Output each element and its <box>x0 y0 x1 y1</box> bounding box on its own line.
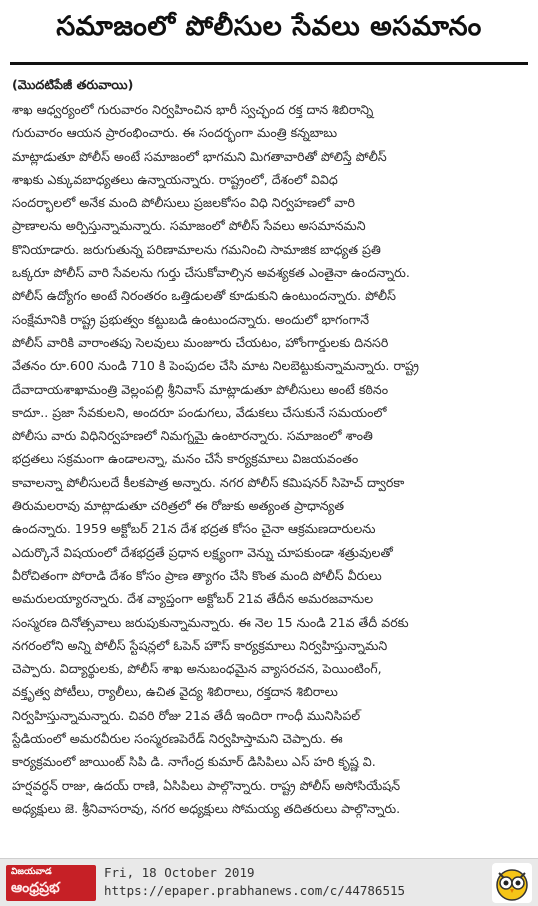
body-line: ఉందన్నారు. 1959 అక్టోబర్ 21న దేశ భద్రత కోసం చైనా ఆక్రమణదారులను <box>12 521 376 537</box>
body-line: నగరంలోని అన్ని పోలీస్ స్టేషన్లలో ఓపెన్ హౌస్ కార్యక్రమాలు నిర్వహిస్తున్నామని <box>12 637 388 653</box>
body-line: గురువారం ఆయన ప్రారంభించారు. ఈ సందర్భంగా మంత్రి కన్నబాబు <box>12 125 338 141</box>
body-line: తిరుమలరావు మాట్లాడుతూ చరిత్రలో ఈ రోజుకు అత్యంత ప్రాధాన్యత <box>12 498 345 514</box>
headline-divider <box>10 62 528 65</box>
body-line: కార్యక్రమంలో జాయింట్ సిపి డి. నాగేంద్ర కుమార్ డిసిపిలు ఎస్ హరి కృష్ణ వి. <box>12 754 376 770</box>
edition-date: Fri, 18 October 2019 <box>104 865 255 880</box>
body-line: అధ్యక్షులు జె. శ్రీనివాసరావు, నగర అధ్యక్షులు సోమయ్య తదితరులు పాల్గొన్నారు. <box>12 800 401 816</box>
logo-title: ఆంధ్రప్రభ <box>11 880 60 896</box>
body-line: భద్రతలు సక్రమంగా ఉండాలన్నా, మనం చేసే కార్యక్రమాలు విజయవంతం <box>12 451 359 467</box>
epaper-footer <box>0 858 538 906</box>
body-line: శాఖ ఆధ్వర్యంలో గురువారం నిర్వహించిన భారీ స్వచ్ఛంద రక్త దాన శిబిరాన్ని <box>12 102 374 117</box>
newspaper-logo[interactable] <box>6 865 96 901</box>
body-line: సందర్భాలలో అనేక మంది పోలీసులు ప్రజలకోసం విధి నిర్వహణలో వారి <box>12 195 355 211</box>
body-line: నిర్వహిస్తున్నామన్నారు. చివరి రోజు 21వ తేదీ ఇందిరా గాంధీ మునిసిపల్ <box>12 707 361 723</box>
body-line: పోలీసు వారు విధినిర్వహణలో నిమగ్నమై ఉంటారన్నారు. సమాజంలో శాంతి <box>12 428 373 444</box>
body-line: వేతనం రూ.600 నుండి 710 కి పెంపుదల చేసి మాట నిలబెట్టుకున్నామన్నారు. రాష్ట్ర <box>12 358 419 374</box>
body-line: కాదూ.. ప్రజా సేవకులని, అందరూ పండుగలు, వేడుకలు చేసుకునే సమయంలో <box>12 404 387 420</box>
body-line: పోలీస్ ఉద్యోగం అంటే నిరంతరం ఒత్తిడులతో కూడుకుని ఉంటుందన్నారు. పోలీస్ <box>12 288 396 304</box>
body-line: పోలీస్ వారికి వారాంతపు సెలవులు మంజూరు చేయటం, హోంగార్డులకు దినసరి <box>12 334 389 350</box>
epaper-link[interactable]: https://epaper.prabhanews.com/c/44786515 <box>104 883 406 898</box>
body-line: అమరులయ్యారన్నారు. దేశ వ్యాప్తంగా అక్టోబర్ 21వ తేదీన అమరజవానుల <box>12 591 374 607</box>
body-line: ఒక్కరూ పోలీస్ వారి సేవలను గుర్తు చేసుకోవాల్సిన అవశ్యకత ఎంతైనా ఉందన్నారు. <box>12 265 410 281</box>
body-line: ప్రాణాలను అర్పిస్తున్నామన్నారు. సమాజంలో పోలీస్ సేవలు అసమానమని <box>12 218 366 234</box>
body-text <box>12 98 526 820</box>
body-line: శాఖకు ఎక్కువబాధ్యతలు ఉన్నాయన్నారు. రాష్ట్రంలో, దేశంలో వివిధ <box>12 171 338 187</box>
body-line: దేవాదాయశాఖామంత్రి వెల్లంపల్లి శ్రీనివాస్ మాట్లాడుతూ పోలీసులు అంటే కఠినం <box>12 381 389 397</box>
continued-label: (మొదటిపేజీ తరువాయి) <box>12 77 134 92</box>
body-line: సంస్మరణ దినోత్సవాలు జరుపుకున్నామన్నారు. ఈ నెల 15 నుండి 21వ తేదీ వరకు <box>12 614 409 630</box>
article-headline: సమాజంలో పోలీసుల సేవలు అసమానం <box>56 11 482 42</box>
body-line: స్టేడియంలో అమరవీరుల సంస్మరణపెరేడ్ నిర్వహిస్తామని చెప్పారు. ఈ <box>12 731 343 747</box>
body-line: ఎదుర్కొనే విషయంలో దేశభద్రతే ప్రధాన లక్ష్యంగా వెన్ను చూపకుండా శత్రువులతో <box>12 544 393 560</box>
logo-edition: విజయవాడ <box>11 867 52 877</box>
owl-icon <box>492 863 532 903</box>
article-body <box>12 74 526 854</box>
body-line: చెప్పారు. విద్యార్థులకు, పోలీస్ శాఖ అనుబంధమైన వ్యాసరచన, పెయింటింగ్, <box>12 661 382 677</box>
body-line: మాట్లాడుతూ పోలీస్ అంటే సమాజంలో భాగమని మిగతావారితో పోలిస్తే పోలీస్ <box>12 148 387 164</box>
body-line: సంక్షేమానికి రాష్ట్ర ప్రభుత్వం కట్టుబడి ఉంటుందన్నారు. అందులో భాగంగానే <box>12 311 370 327</box>
body-line: హర్షవర్ధన్ రాజు, ఉదయ్ రాణి, ఏసిపిలు పాల్గొన్నారు. రాష్ట్ర పోలీస్ అసోసియేషన్ <box>12 777 401 793</box>
body-line: కొనియాడారు. జరుగుతున్న పరిణామాలను గమనించి సామాజిక బాధ్యత ప్రతి <box>12 241 381 257</box>
body-line: వక్తృత్వ పోటీలు, ర్యాలీలు, ఉచిత వైద్య శిబిరాలు, రక్తదాన శిబిరాలు <box>12 684 338 700</box>
body-line: వీరోచితంగా పోరాడి దేశం కోసం ప్రాణ త్యాగం చేసి కొంత మంది పోలీస్ వీరులు <box>12 567 382 583</box>
body-line: కావాలన్నా పోలీసులదే కీలకపాత్ర అన్నారు. నగర పోలీస్ కమిషనర్ సిహెచ్ ద్వారకా <box>12 474 405 490</box>
